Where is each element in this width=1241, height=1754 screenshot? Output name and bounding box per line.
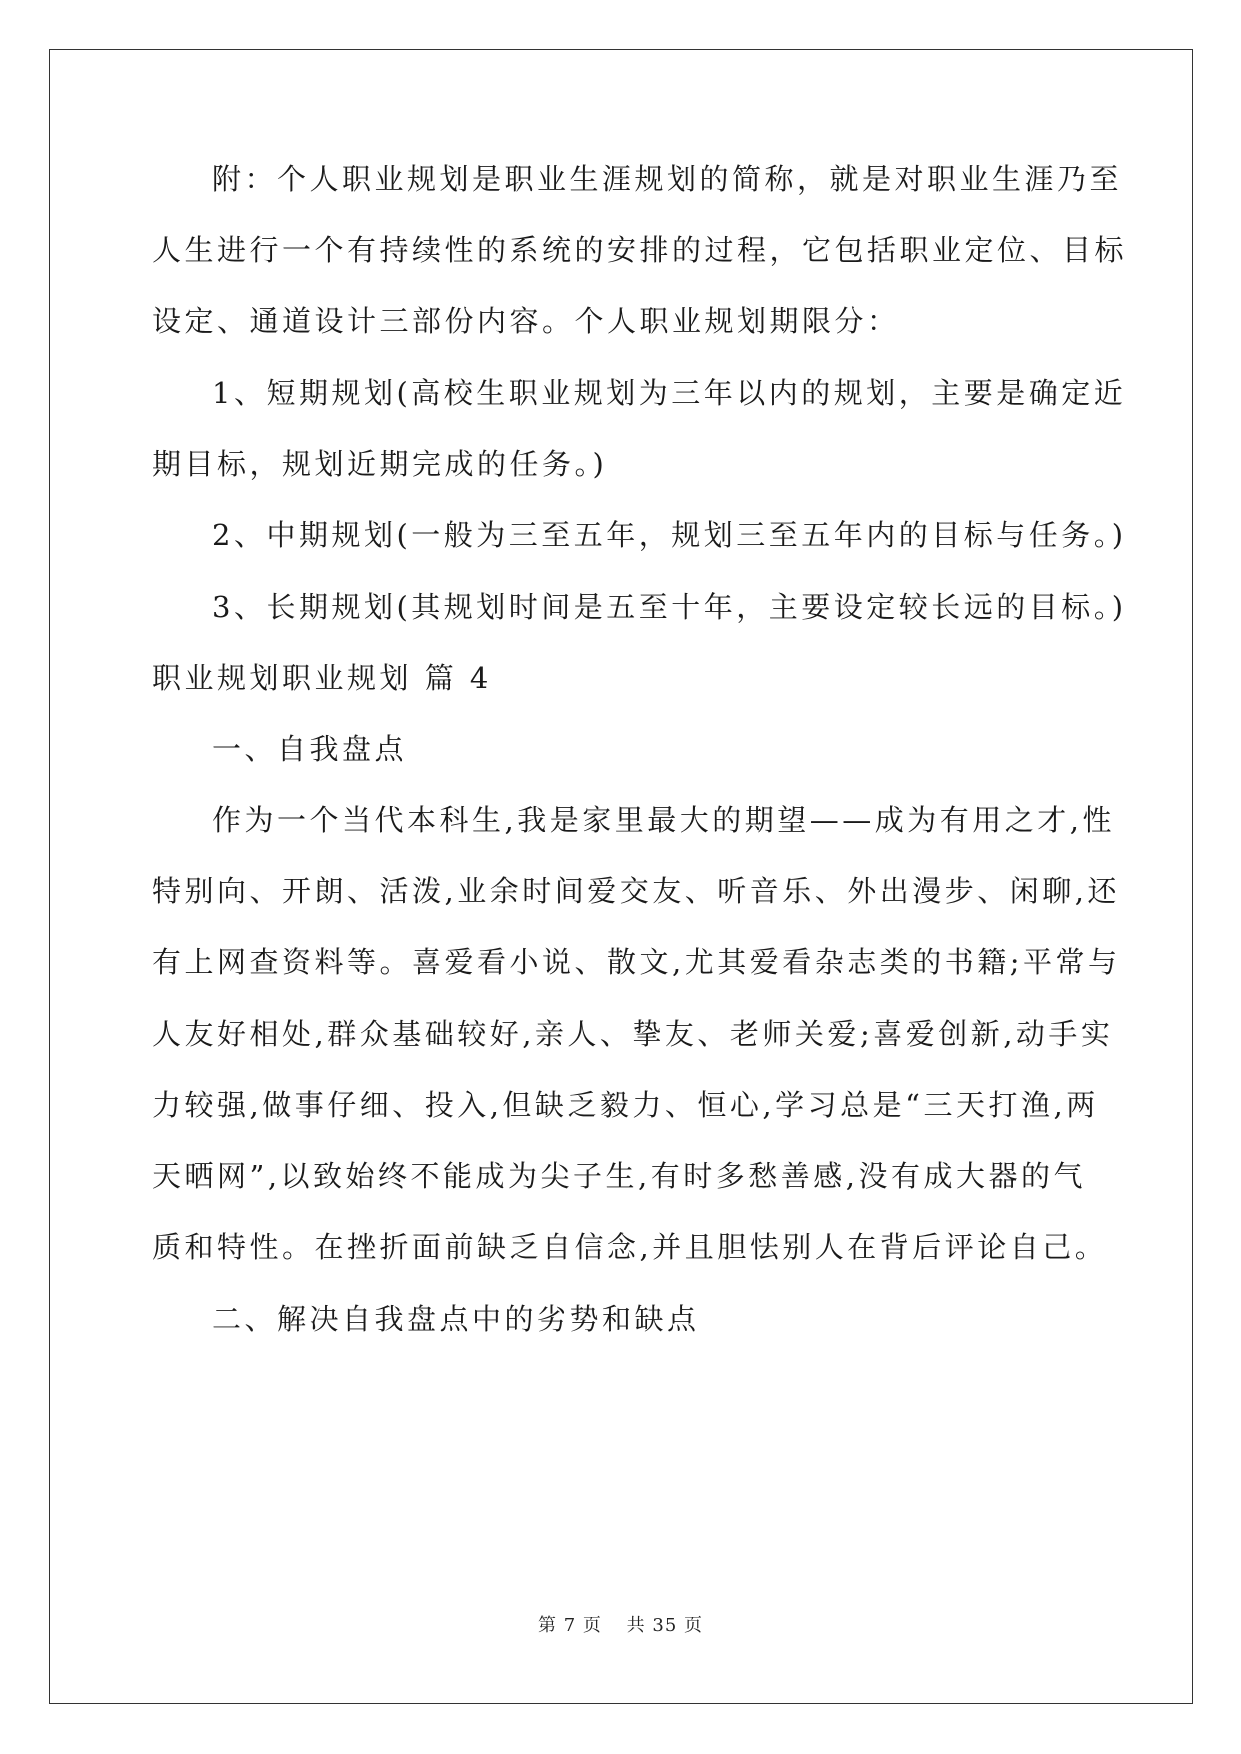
paragraph-line: 作为一个当代本科生,我是家里最大的期望——成为有用之才,性 bbox=[212, 803, 1115, 837]
page-number: 第 7 页 bbox=[538, 1615, 602, 1636]
paragraph-line: 3、长期规划(其规划时间是五至十年，主要设定较长远的目标。) bbox=[212, 590, 1127, 624]
paragraph-line: 力较强,做事仔细、投入,但缺乏毅力、恒心,学习总是“三天打渔,两 bbox=[152, 1088, 1099, 1122]
paragraph-line: 天晒网”,以致始终不能成为尖子生,有时多愁善感,没有成大器的气 bbox=[152, 1159, 1086, 1193]
section-heading: 职业规划职业规划 篇 4 bbox=[152, 661, 492, 695]
paragraph-line: 1、短期规划(高校生职业规划为三年以内的规划，主要是确定近 bbox=[212, 376, 1127, 410]
page-footer bbox=[0, 1611, 1241, 1637]
paragraph-line: 设定、通道设计三部份内容。个人职业规划期限分： bbox=[152, 304, 900, 338]
subsection-heading: 一、自我盘点 bbox=[212, 732, 408, 766]
paragraph-line: 附：个人职业规划是职业生涯规划的简称，就是对职业生涯乃至 bbox=[212, 162, 1123, 196]
paragraph-line: 2、中期规划(一般为三至五年，规划三至五年内的目标与任务。) bbox=[212, 518, 1127, 552]
paragraph-line: 质和特性。在挫折面前缺乏自信念,并且胆怯别人在背后评论自己。 bbox=[152, 1230, 1108, 1264]
subsection-heading: 二、解决自我盘点中的劣势和缺点 bbox=[212, 1302, 700, 1336]
paragraph-line: 人生进行一个有持续性的系统的安排的过程，它包括职业定位、目标 bbox=[152, 233, 1128, 267]
paragraph-line: 有上网查资料等。喜爱看小说、散文,尤其爱看杂志类的书籍;平常与 bbox=[152, 945, 1121, 979]
paragraph-line: 人友好相处,群众基础较好,亲人、挚友、老师关爱;喜爱创新,动手实 bbox=[152, 1017, 1114, 1051]
page-total: 共 35 页 bbox=[626, 1615, 703, 1636]
paragraph-line: 特别向、开朗、活泼,业余时间爱交友、听音乐、外出漫步、闲聊,还 bbox=[152, 874, 1120, 908]
paragraph-line: 期目标，规划近期完成的任务。) bbox=[152, 447, 608, 481]
